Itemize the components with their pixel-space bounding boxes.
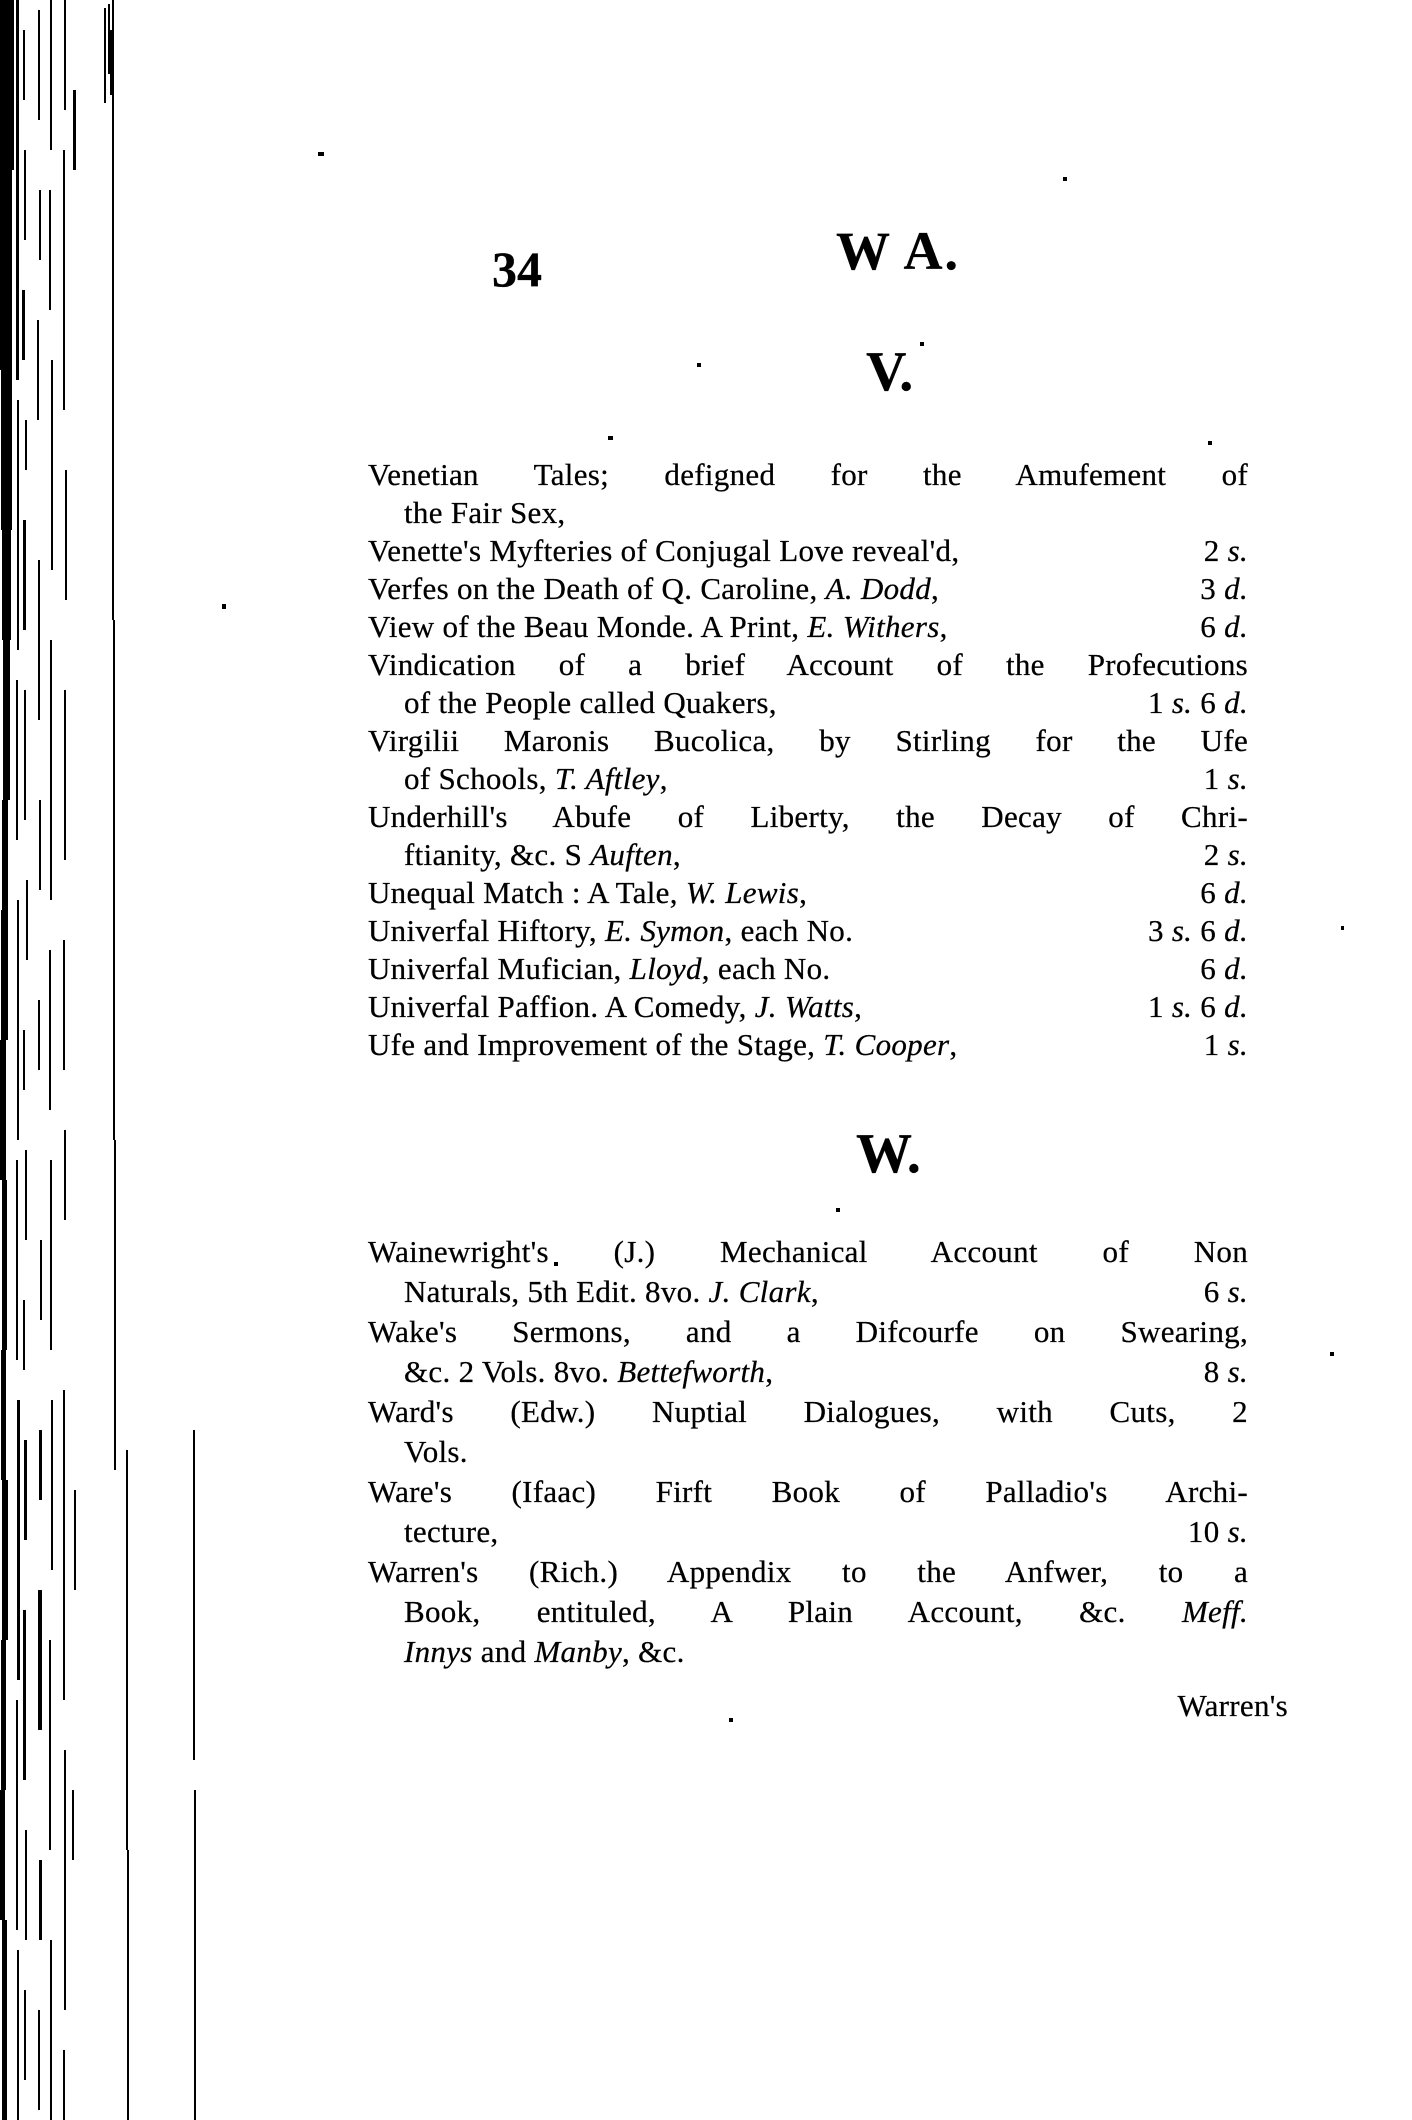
scan-artifact xyxy=(16,0,19,380)
scan-artifact xyxy=(49,1640,51,1850)
entry-author: Meff. xyxy=(1181,1594,1248,1629)
scan-artifact xyxy=(24,150,26,240)
scan-artifact xyxy=(104,8,106,103)
entry-text: View of the Beau Monde. A Print, xyxy=(368,609,808,644)
entry-line xyxy=(368,950,1248,988)
scan-artifact xyxy=(1,1640,6,1790)
scan-artifact xyxy=(38,2010,40,2110)
entry-line xyxy=(368,608,1248,646)
entry-text: Underhill's Abufe of Liberty, the Decay of Chri- xyxy=(368,799,1248,834)
entry-line xyxy=(368,1512,1248,1552)
scan-artifact xyxy=(0,1040,6,1180)
scan-artifact xyxy=(0,170,12,370)
scan-artifact xyxy=(50,0,52,150)
entry-text: Venetian Tales; defigned for the Amufement of xyxy=(368,457,1248,492)
entry-line xyxy=(368,798,1248,836)
entry-text: Book, entituled, A Plain Account, &c. xyxy=(404,1594,1182,1629)
scan-artifact xyxy=(1063,177,1067,181)
entry-line xyxy=(368,494,1248,532)
entry-price: 2 s. xyxy=(1203,533,1248,568)
scan-artifact xyxy=(38,560,40,720)
entry-author: Auften xyxy=(590,837,673,872)
entry-text: , xyxy=(949,1027,958,1062)
scan-artifact xyxy=(729,1718,733,1722)
entry-author: W. Lewis xyxy=(685,875,800,910)
entry-text: , xyxy=(810,1274,819,1309)
entry-text: , xyxy=(931,571,940,606)
scan-artifact xyxy=(39,1430,42,1500)
entry-author: Manby xyxy=(534,1634,623,1669)
entry-text: , xyxy=(939,609,948,644)
entry-line xyxy=(368,532,1248,570)
scan-artifact xyxy=(16,680,18,840)
entry-author: E. Symon xyxy=(604,913,725,948)
scan-artifact xyxy=(1,370,12,530)
catchword: Warren's xyxy=(1177,1688,1288,1723)
entry-line xyxy=(368,1392,1248,1432)
scan-artifact xyxy=(836,1208,840,1212)
running-header: W A. xyxy=(836,221,961,281)
scan-artifact xyxy=(64,0,66,110)
scan-artifact xyxy=(2,1180,7,1350)
entry-author: T. Cooper xyxy=(823,1027,950,1062)
entry-line xyxy=(368,1352,1248,1392)
entry-line xyxy=(368,912,1248,950)
entry-author: Bettefworth xyxy=(617,1354,766,1389)
scan-artifact xyxy=(17,400,19,650)
scan-artifact xyxy=(37,320,39,420)
scan-artifact xyxy=(64,690,66,860)
scan-artifact xyxy=(2,1920,7,2120)
scan-artifact xyxy=(23,1300,25,1370)
scan-artifact xyxy=(17,1950,19,2120)
entry-text: Warren's (Rich.) Appendix to the Anfwer, to a xyxy=(368,1554,1248,1589)
entry-text: Verfes on the Death of Q. Caroline, xyxy=(368,571,826,606)
scan-artifact xyxy=(51,360,53,570)
entry-line xyxy=(368,570,1248,608)
entry-line xyxy=(368,684,1248,722)
entry-text: , each No. xyxy=(724,913,854,948)
scan-artifact xyxy=(318,152,324,156)
scan-artifact xyxy=(222,604,226,609)
scan-artifact xyxy=(1,1350,6,1480)
entry-text: &c. 2 Vols. 8vo. xyxy=(404,1354,618,1389)
entry-text: Virgilii Maronis Bucolica, by Stirling for the Ufe xyxy=(368,723,1248,758)
entry-author: J. Clark xyxy=(708,1274,811,1309)
entry-text: Vindication of a brief Account of the Profecutions xyxy=(368,647,1248,682)
scan-artifact xyxy=(25,420,27,470)
entry-line xyxy=(368,1552,1248,1592)
entry-text: , xyxy=(672,837,681,872)
entry-price: 3 d. xyxy=(1200,571,1248,606)
entry-text: tecture, xyxy=(404,1514,499,1549)
entry-author: J. Watts xyxy=(754,989,855,1024)
scan-artifact xyxy=(50,1940,52,2120)
entry-text: Univerfal Hiftory, xyxy=(368,913,605,948)
scan-artifact xyxy=(39,1860,42,1940)
scan-artifact xyxy=(0,1790,5,1920)
scan-artifact xyxy=(608,436,613,440)
scan-artifact xyxy=(24,690,26,820)
section-w-entries xyxy=(368,1232,1248,1672)
entry-line xyxy=(368,760,1248,798)
entry-author: A. Dodd xyxy=(825,571,932,606)
scan-artifact xyxy=(23,30,25,100)
scan-artifact xyxy=(22,290,25,360)
entry-price: 6 d. xyxy=(1200,875,1248,910)
entry-text: Ward's (Edw.) Nuptial Dialogues, with Cuts, 2 xyxy=(368,1394,1248,1429)
entry-line xyxy=(368,1592,1248,1632)
entry-text: , xyxy=(659,761,668,796)
scan-artifact xyxy=(38,10,40,120)
entry-text: Wake's Sermons, and a Difcourfe on Swearing, xyxy=(368,1314,1248,1349)
entry-line xyxy=(368,1026,1248,1064)
entry-line xyxy=(368,836,1248,874)
entry-price: 1 s. xyxy=(1203,761,1248,796)
section-v-entries xyxy=(368,456,1248,1064)
scan-artifact xyxy=(64,1130,66,1220)
scan-artifact xyxy=(26,880,28,960)
entry-price: 6 s. xyxy=(1203,1274,1248,1309)
scan-artifact xyxy=(1,910,8,1040)
entry-price: 1 s. 6 d. xyxy=(1147,989,1248,1024)
entry-price: 3 s. 6 d. xyxy=(1147,913,1248,948)
scan-artifact xyxy=(194,1790,196,2120)
entry-text: ftianity, &c. S xyxy=(404,837,591,872)
scan-artifact xyxy=(193,1430,195,1760)
entry-line xyxy=(368,722,1248,760)
entry-author: Innys xyxy=(404,1634,473,1669)
entry-author: E. Withers xyxy=(807,609,940,644)
entry-text: of Schools, xyxy=(404,761,555,796)
scan-artifact xyxy=(24,1990,26,2080)
scan-artifact xyxy=(65,470,67,600)
scan-artifact xyxy=(16,1700,18,1930)
scan-artifact xyxy=(63,2050,65,2120)
scan-artifact xyxy=(112,0,114,620)
scan-artifact xyxy=(51,1400,53,1570)
entry-text: , xyxy=(854,989,863,1024)
entry-price: 6 d. xyxy=(1200,951,1248,986)
scan-artifact xyxy=(40,1240,42,1320)
entry-price: 6 d. xyxy=(1200,609,1248,644)
entry-text: Ufe and Improvement of the Stage, xyxy=(368,1027,824,1062)
entry-text: Venette's Myfteries of Conjugal Love reveal'd, xyxy=(368,533,960,568)
entry-text: Ware's (Ifaac) Firft Book of Palladio's Archi- xyxy=(368,1474,1248,1509)
entry-author: Lloyd xyxy=(629,951,702,986)
entry-price: 1 s. 6 d. xyxy=(1147,685,1248,720)
entry-price: 10 s. xyxy=(1187,1514,1248,1549)
scan-artifact xyxy=(17,900,19,1140)
entry-text: , xyxy=(765,1354,774,1389)
scan-artifact xyxy=(3,640,10,800)
scan-artifact xyxy=(23,520,26,630)
entry-text: Naturals, 5th Edit. 8vo. xyxy=(404,1274,709,1309)
scan-artifact xyxy=(38,1000,40,1070)
scan-artifact xyxy=(74,1490,76,1590)
scan-artifact xyxy=(49,950,51,1110)
scan-artifact xyxy=(1330,1352,1334,1356)
page-number: 34 xyxy=(492,241,542,297)
entry-line xyxy=(368,646,1248,684)
entry-text: Wainewright's (J.) Mechanical Account of Non xyxy=(368,1234,1248,1269)
section-heading-v: V. xyxy=(866,341,914,403)
scan-artifact xyxy=(920,342,924,346)
entry-line xyxy=(368,456,1248,494)
entry-line xyxy=(368,1312,1248,1352)
entry-text: and xyxy=(472,1634,535,1669)
entry-author: T. Aftley xyxy=(554,761,660,796)
scan-artifact xyxy=(23,1610,26,1780)
entry-line xyxy=(368,874,1248,912)
entry-text: , xyxy=(799,875,808,910)
scan-artifact xyxy=(0,0,14,170)
scan-artifact xyxy=(63,940,65,1070)
entry-text: Univerfal Mufician, xyxy=(368,951,630,986)
entry-text: , each No. xyxy=(701,951,831,986)
entry-line xyxy=(368,988,1248,1026)
scan-artifact xyxy=(63,1390,65,1700)
scan-artifact xyxy=(17,1400,20,1680)
scan-artifact xyxy=(39,190,41,260)
entry-text: the Fair Sex, xyxy=(404,495,566,530)
entry-price: 1 s. xyxy=(1203,1027,1248,1062)
scan-artifact xyxy=(23,1030,25,1090)
entry-line xyxy=(368,1432,1248,1472)
scan-artifact xyxy=(38,1590,42,1730)
scan-artifact xyxy=(2,1480,8,1640)
scan-artifact xyxy=(73,90,76,170)
scan-artifact xyxy=(126,1450,128,1850)
scan-artifact xyxy=(2,530,11,640)
entry-price: 2 s. xyxy=(1203,837,1248,872)
scan-artifact xyxy=(114,1140,116,1470)
scan-artifact xyxy=(113,620,115,1140)
scan-artifact xyxy=(72,1790,74,1860)
entry-text: Vols. xyxy=(404,1434,468,1469)
scan-artifact xyxy=(50,1160,52,1350)
scan-artifact xyxy=(127,1850,129,2120)
entry-text: of the People called Quakers, xyxy=(404,685,777,720)
entry-line xyxy=(368,1632,1248,1672)
entry-text: , &c. xyxy=(622,1634,685,1669)
scan-artifact xyxy=(63,150,65,410)
entry-text: Unequal Match : A Tale, xyxy=(368,875,686,910)
scan-artifact xyxy=(24,1440,27,1540)
scan-artifact xyxy=(50,640,52,900)
entry-line xyxy=(368,1272,1248,1312)
scan-artifact xyxy=(64,1750,66,2010)
scan-artifact xyxy=(49,190,51,310)
scan-artifact xyxy=(25,1150,27,1240)
scan-artifact xyxy=(1208,441,1212,445)
scan-artifact xyxy=(25,1830,27,1940)
entry-price: 8 s. xyxy=(1203,1354,1248,1389)
scan-artifact xyxy=(1341,926,1344,930)
section-heading-w: W. xyxy=(856,1123,921,1185)
entry-line xyxy=(368,1232,1248,1272)
scan-artifact xyxy=(39,800,41,890)
scan-artifact xyxy=(16,1160,18,1360)
scan-artifact xyxy=(697,363,701,367)
entry-line xyxy=(368,1472,1248,1512)
entry-text: Univerfal Paffion. A Comedy, xyxy=(368,989,755,1024)
scan-artifact xyxy=(2,800,8,910)
